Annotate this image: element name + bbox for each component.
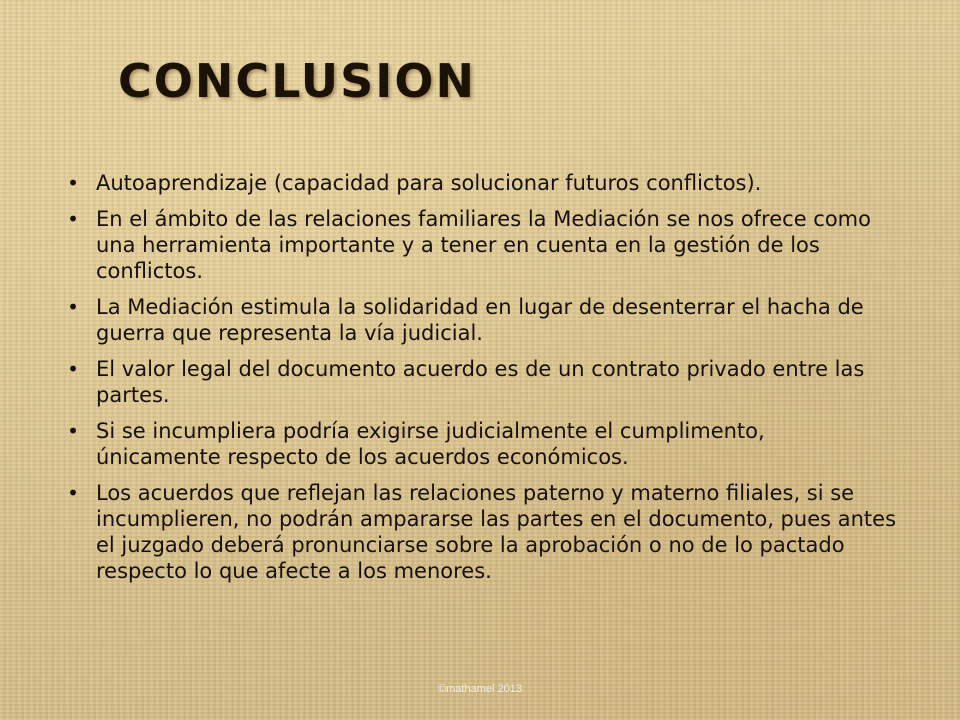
bullet-item (66, 294, 896, 346)
bullet-dot-icon: • (67, 419, 79, 443)
bullet-item (66, 170, 896, 196)
footer-watermark: ©mathamel 2013 (438, 683, 522, 695)
bullet-text: El valor legal del documento acuerdo es de un contrato privado entre las partes. (96, 357, 865, 407)
slide-title: CONCLUSION (118, 54, 476, 108)
bullet-text: Autoaprendizaje (capacidad para solucionar futuros conflictos). (96, 171, 762, 195)
bullet-item (66, 418, 896, 470)
bullet-dot-icon: • (67, 295, 79, 319)
bullet-text: En el ámbito de las relaciones familiares la Mediación se nos ofrece como una herramienta importante y a tener en cuenta en la gestión de los conflictos. (96, 207, 871, 283)
bullet-item (66, 206, 896, 284)
bullet-text: Si se incumpliera podría exigirse judicialmente el cumplimento, únicamente respecto de los acuerdos económicos. (96, 419, 765, 469)
bullet-dot-icon: • (67, 171, 79, 195)
bullet-item (66, 480, 896, 584)
bullet-dot-icon: • (67, 481, 79, 505)
bullet-item (66, 356, 896, 408)
bullet-list (66, 170, 896, 594)
bullet-text: La Mediación estimula la solidaridad en lugar de desenterrar el hacha de guerra que representa la vía judicial. (96, 295, 864, 345)
bullet-text: Los acuerdos que reflejan las relaciones paterno y materno filiales, si se incumplieren, no podrán ampararse las partes en el documento, pues antes el juzgado deberá pronunciarse sobre la aprobación o no de lo pactado respecto lo que afecte a los menores. (96, 481, 897, 583)
bullet-dot-icon: • (67, 207, 79, 231)
bullet-dot-icon: • (67, 357, 79, 381)
